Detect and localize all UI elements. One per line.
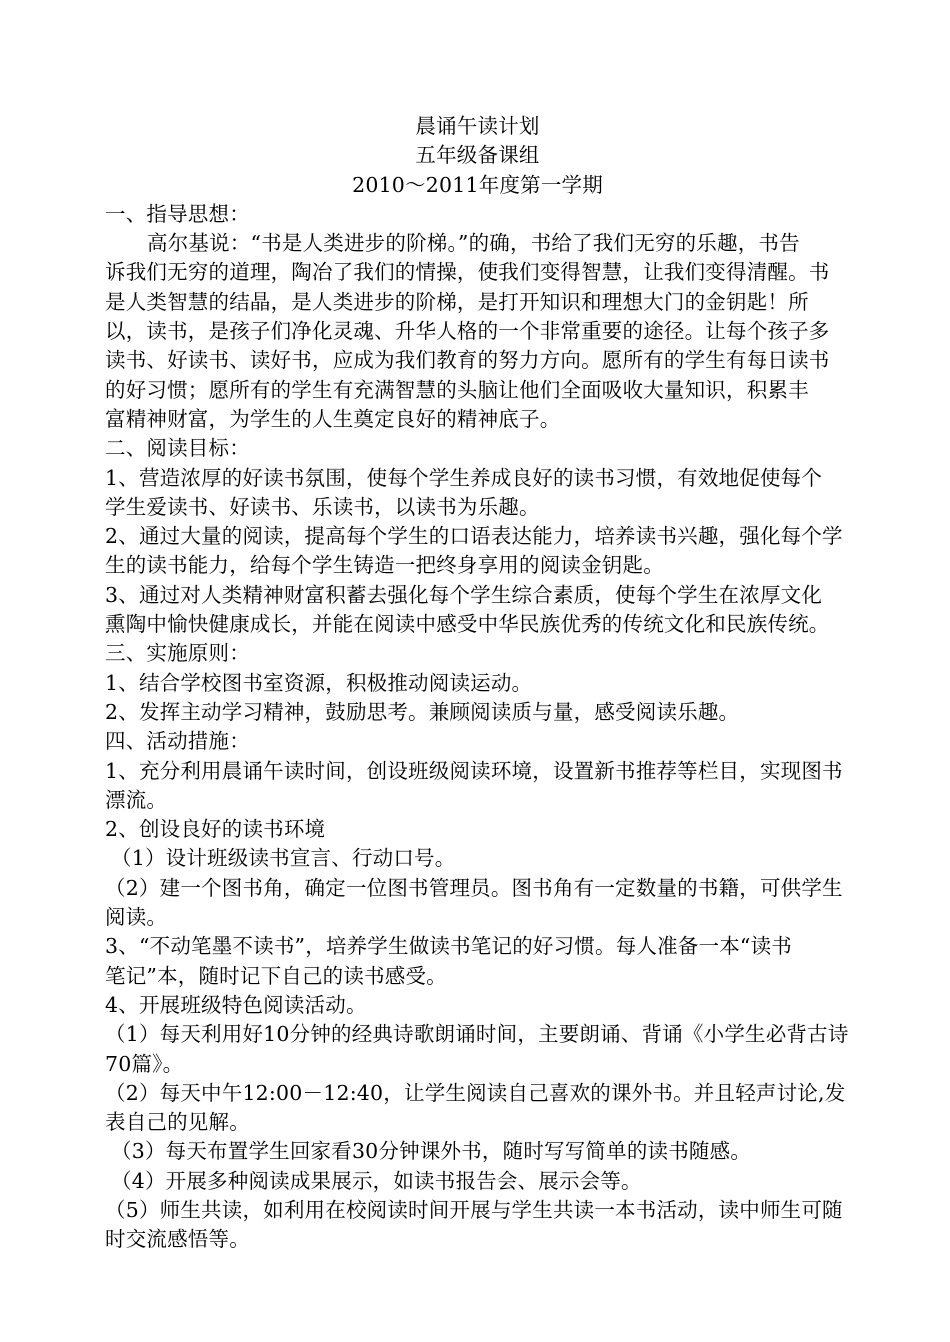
text-line: 表自己的见解。 — [105, 1110, 250, 1135]
text-line: 2、发挥主动学习精神，鼓励思考。兼顾阅读质与量，感受阅读乐趣。 — [105, 699, 740, 724]
text-line: 3、通过对人类精神财富积蓄去强化每个学生综合素质，使每个学生在浓厚文化 — [105, 582, 823, 607]
text-line: 1、结合学校图书室资源，积极推动阅读运动。 — [105, 670, 533, 695]
text-line: （5）师生共读，如利用在校阅读时间开展与学生共读一本书活动，读中师生可随 — [105, 1197, 843, 1222]
text-line: 1、充分利用晨诵午读时间，创设班级阅读环境，设置新书推荐等栏目，实现图书 — [105, 758, 843, 783]
text-line: 诉我们无穷的道理，陶冶了我们的情操，使我们变得智慧，让我们变得清醒。书 — [105, 260, 830, 285]
text-line: 1、营造浓厚的好读书氛围，使每个学生养成良好的读书习惯，有效地促使每个 — [105, 465, 823, 490]
text-line: 的好习惯；愿所有的学生有充满智慧的头脑让他们全面吸收大量知识，积累丰 — [105, 377, 809, 402]
text-line: （2）每天中午12:00－12:40，让学生阅读自己喜欢的课外书。并且轻声讨论,发 — [105, 1080, 846, 1105]
text-line: 熏陶中愉快健康成长，并能在阅读中感受中华民族优秀的传统文化和民族传统。 — [105, 612, 830, 637]
text-line: 4、开展班级特色阅读活动。 — [105, 992, 367, 1017]
text-line: 四、活动措施： — [105, 729, 250, 754]
text-line: 生的读书能力，给每个学生铸造一把终身享用的阅读金钥匙。 — [105, 553, 664, 578]
text-line: 以，读书，是孩子们净化灵魂、升华人格的一个非常重要的途径。让每个孩子多 — [105, 319, 830, 344]
text-line: 三、实施原则： — [105, 641, 250, 666]
document-subtitle-group: 五年级备课组 — [415, 143, 540, 168]
text-line: 富精神财富，为学生的人生奠定良好的精神底子。 — [105, 406, 561, 431]
document-title: 晨诵午读计划 — [415, 114, 540, 138]
document-body — [105, 200, 850, 1255]
text-line: 高尔基说：“书是人类进步的阶梯。”的确，书给了我们无穷的乐趣，书告 — [147, 231, 800, 256]
text-line: （3）每天布置学生回家看30分钟课外书，随时写写简单的读书随感。 — [111, 1139, 752, 1164]
text-line: 笔记”本，随时记下自己的读书感受。 — [105, 963, 447, 988]
text-line: 时交流感悟等。 — [105, 1227, 250, 1252]
document-subtitle-term: 2010～2011年度第一学期 — [352, 172, 603, 197]
text-line: 一、指导思想： — [105, 201, 250, 226]
document-page — [105, 112, 850, 1255]
text-line: 2、创设良好的读书环境 — [105, 817, 326, 842]
text-line: 读书、好读书、读好书，应成为我们教育的努力方向。愿所有的学生有每日读书 — [105, 348, 830, 373]
text-line: （2）建一个图书角，确定一位图书管理员。图书角有一定数量的书籍，可供学生 — [105, 875, 843, 900]
text-line: （1）设计班级读书宣言、行动口号。 — [111, 846, 456, 871]
text-line: （4）开展多种阅读成果展示，如读书报告会、展示会等。 — [111, 1168, 642, 1193]
text-line: 漂流。 — [105, 787, 168, 812]
text-line: 学生爱读书、好读书、乐读书，以读书为乐趣。 — [105, 494, 540, 519]
text-line: 70篇》。 — [105, 1051, 184, 1076]
text-line: 2、通过大量的阅读，提高每个学生的口语表达能力，培养读书兴趣，强化每个学 — [105, 524, 843, 549]
text-line: 3、“不动笔墨不读书”，培养学生做读书笔记的好习惯。每人准备一本“读书 — [105, 934, 792, 959]
text-line: 二、阅读目标： — [105, 436, 250, 461]
text-line: 是人类智慧的结晶，是人类进步的阶梯，是打开知识和理想大门的金钥匙！所 — [105, 289, 809, 314]
text-line: （1）每天利用好10分钟的经典诗歌朗诵时间，主要朗诵、背诵《小学生必背古诗 — [105, 1022, 849, 1047]
text-line: 阅读。 — [105, 905, 168, 930]
